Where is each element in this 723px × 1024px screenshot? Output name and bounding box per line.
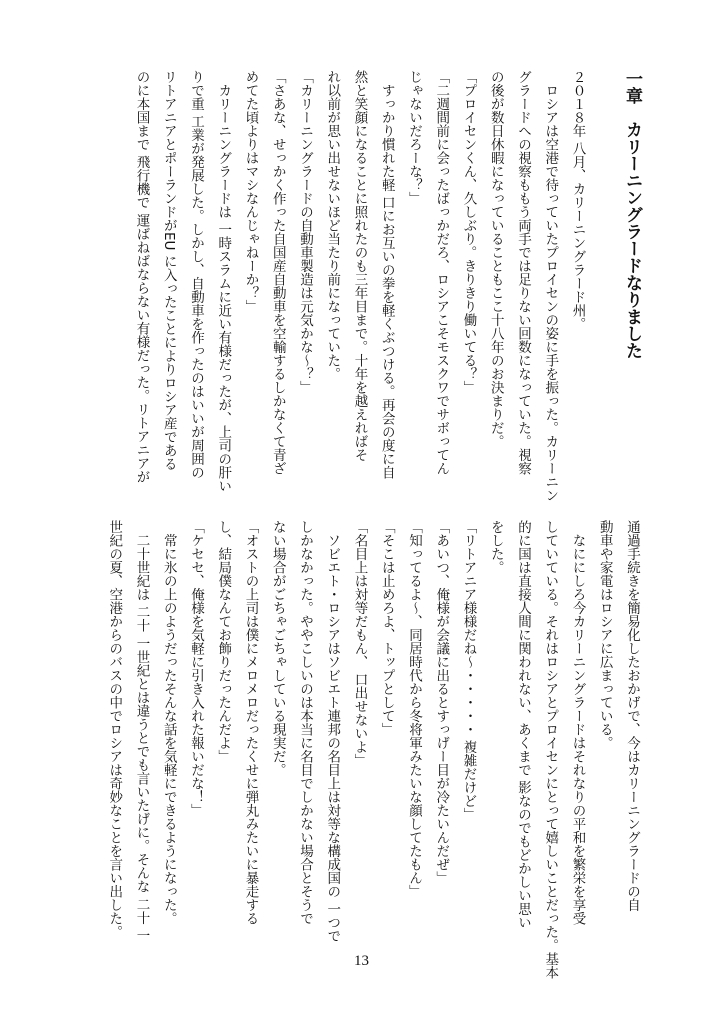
text-line: すっかり慣れた軽 口にお互いの拳を軽くぶつける。再会の度に自: [378, 70, 395, 480]
text-line: 「さあな、せっかく作った自国産自動車を空輸するしかなくて青ざ: [269, 70, 286, 475]
text-line: 世紀の夏、空港からのバスの中でロシアは奇妙なことを言い出した。: [106, 520, 123, 939]
text-line: 「知ってるよ～、同居時代から冬将軍みたいな顔してたもん」: [406, 520, 422, 898]
text-line: の後が数日休暇になっていることもここ十八年のお決まりだ。: [487, 70, 504, 448]
text-line: 的に国は直接人間に関われない、あくまで 影なのでもどかしい思い: [515, 520, 531, 930]
text-line: めてた頃よりはマシなんじゃねーか？」: [242, 70, 259, 313]
text-line: 「オストの上司は僕にメロメロだったくせに弾丸みたいに暴走する: [242, 520, 259, 925]
text-line: リトアニアとポーランドがEU に入ったことによりロシア産である: [160, 70, 177, 471]
blank-line: [591, 70, 618, 500]
upper-text-block: [127, 70, 645, 500]
text-line: 「あいつ、俺様が会議に出るとすっげー目が冷たいんだぜ」: [433, 520, 450, 885]
text-line: していている。それはロシアとプロイセンにとって嬉しいことだった。基本: [542, 520, 559, 979]
text-line: なににしろ今カリーニングラードはそれなりの平和を繁栄を享受: [569, 520, 586, 925]
text-line: 「プロイセンくん、久しぶり。きりきり働いてる？」: [460, 70, 477, 394]
text-line: 然と笑顔になることに照れたのも三年目まで。十年を越えればそ: [351, 70, 368, 462]
text-line: カリーニングラードは 一時スラムに近い有様だったが、上司の肝い: [215, 70, 232, 493]
text-line: れ以前が思い出せないほど当たり前になっていた。: [324, 70, 341, 381]
text-line: りで重 工業が発展した。しかし、自動車を作ったのはいいが周囲の: [188, 70, 204, 480]
text-line: 「そこは止めろよ、トップとして」: [378, 520, 395, 736]
text-line: 常に氷の上のようだったそんな話を気軽にできるようになった。: [160, 520, 177, 925]
text-line: グラードへの視察ももう両手では足りない回数になっていた。視察: [515, 70, 531, 475]
text-line: 「カリーニングラードの自動車製造は元気かな～？」: [297, 70, 313, 394]
text-line: し、結局僕なんてお飾りだったんだよ」: [215, 520, 232, 763]
text-line: ロシアは空港で待っていたプロイセンの姿に手を振った。カリーニン: [542, 70, 559, 502]
chapter-title: 一章 カリーニングラードなりました: [622, 70, 642, 359]
text-line: 通過手続きを簡易化したおかげで、今はカリーニングラードの自: [624, 520, 640, 912]
text-line: のに本国まで 飛行機で 運ばねばならない有様だった。リトアニアが: [133, 70, 150, 484]
text-line: 「名目上は対等だもん、 口出せないよ」: [351, 520, 368, 768]
text-line: じゃないだろーな？」: [406, 70, 422, 205]
text-line: ない場合がごちゃごちゃしている現実だ。: [269, 520, 286, 777]
text-line: 「リトアニア様様だね～・・・・・ 複雑だけど」: [460, 520, 477, 822]
page-number: 13: [354, 953, 369, 969]
text-line: 動車や家電はロシアに広まっている。: [596, 520, 613, 750]
text-line: ２０１８年 八月、カリーニングラード州。: [569, 70, 586, 331]
text-line: 「ケセセ、俺様を気軽に引き入れた報いだな！」: [188, 520, 204, 817]
text-line: ソビエト・ロシアはソビエト連邦の名目上は対等な構成国の 一つで: [324, 520, 341, 943]
text-line: 「二週間前に会ったばっかだろ、ロシアこそモスクワでサボってん: [433, 70, 450, 475]
text-line: をした。: [487, 520, 504, 574]
text-line: しかなかった。ややこしいのは本当に名目でしかない場合とそうで: [297, 520, 313, 925]
text-line: 二十世紀は 二十 一世紀とは違うとでも言いたげに。そんな 二十 一: [133, 520, 150, 943]
